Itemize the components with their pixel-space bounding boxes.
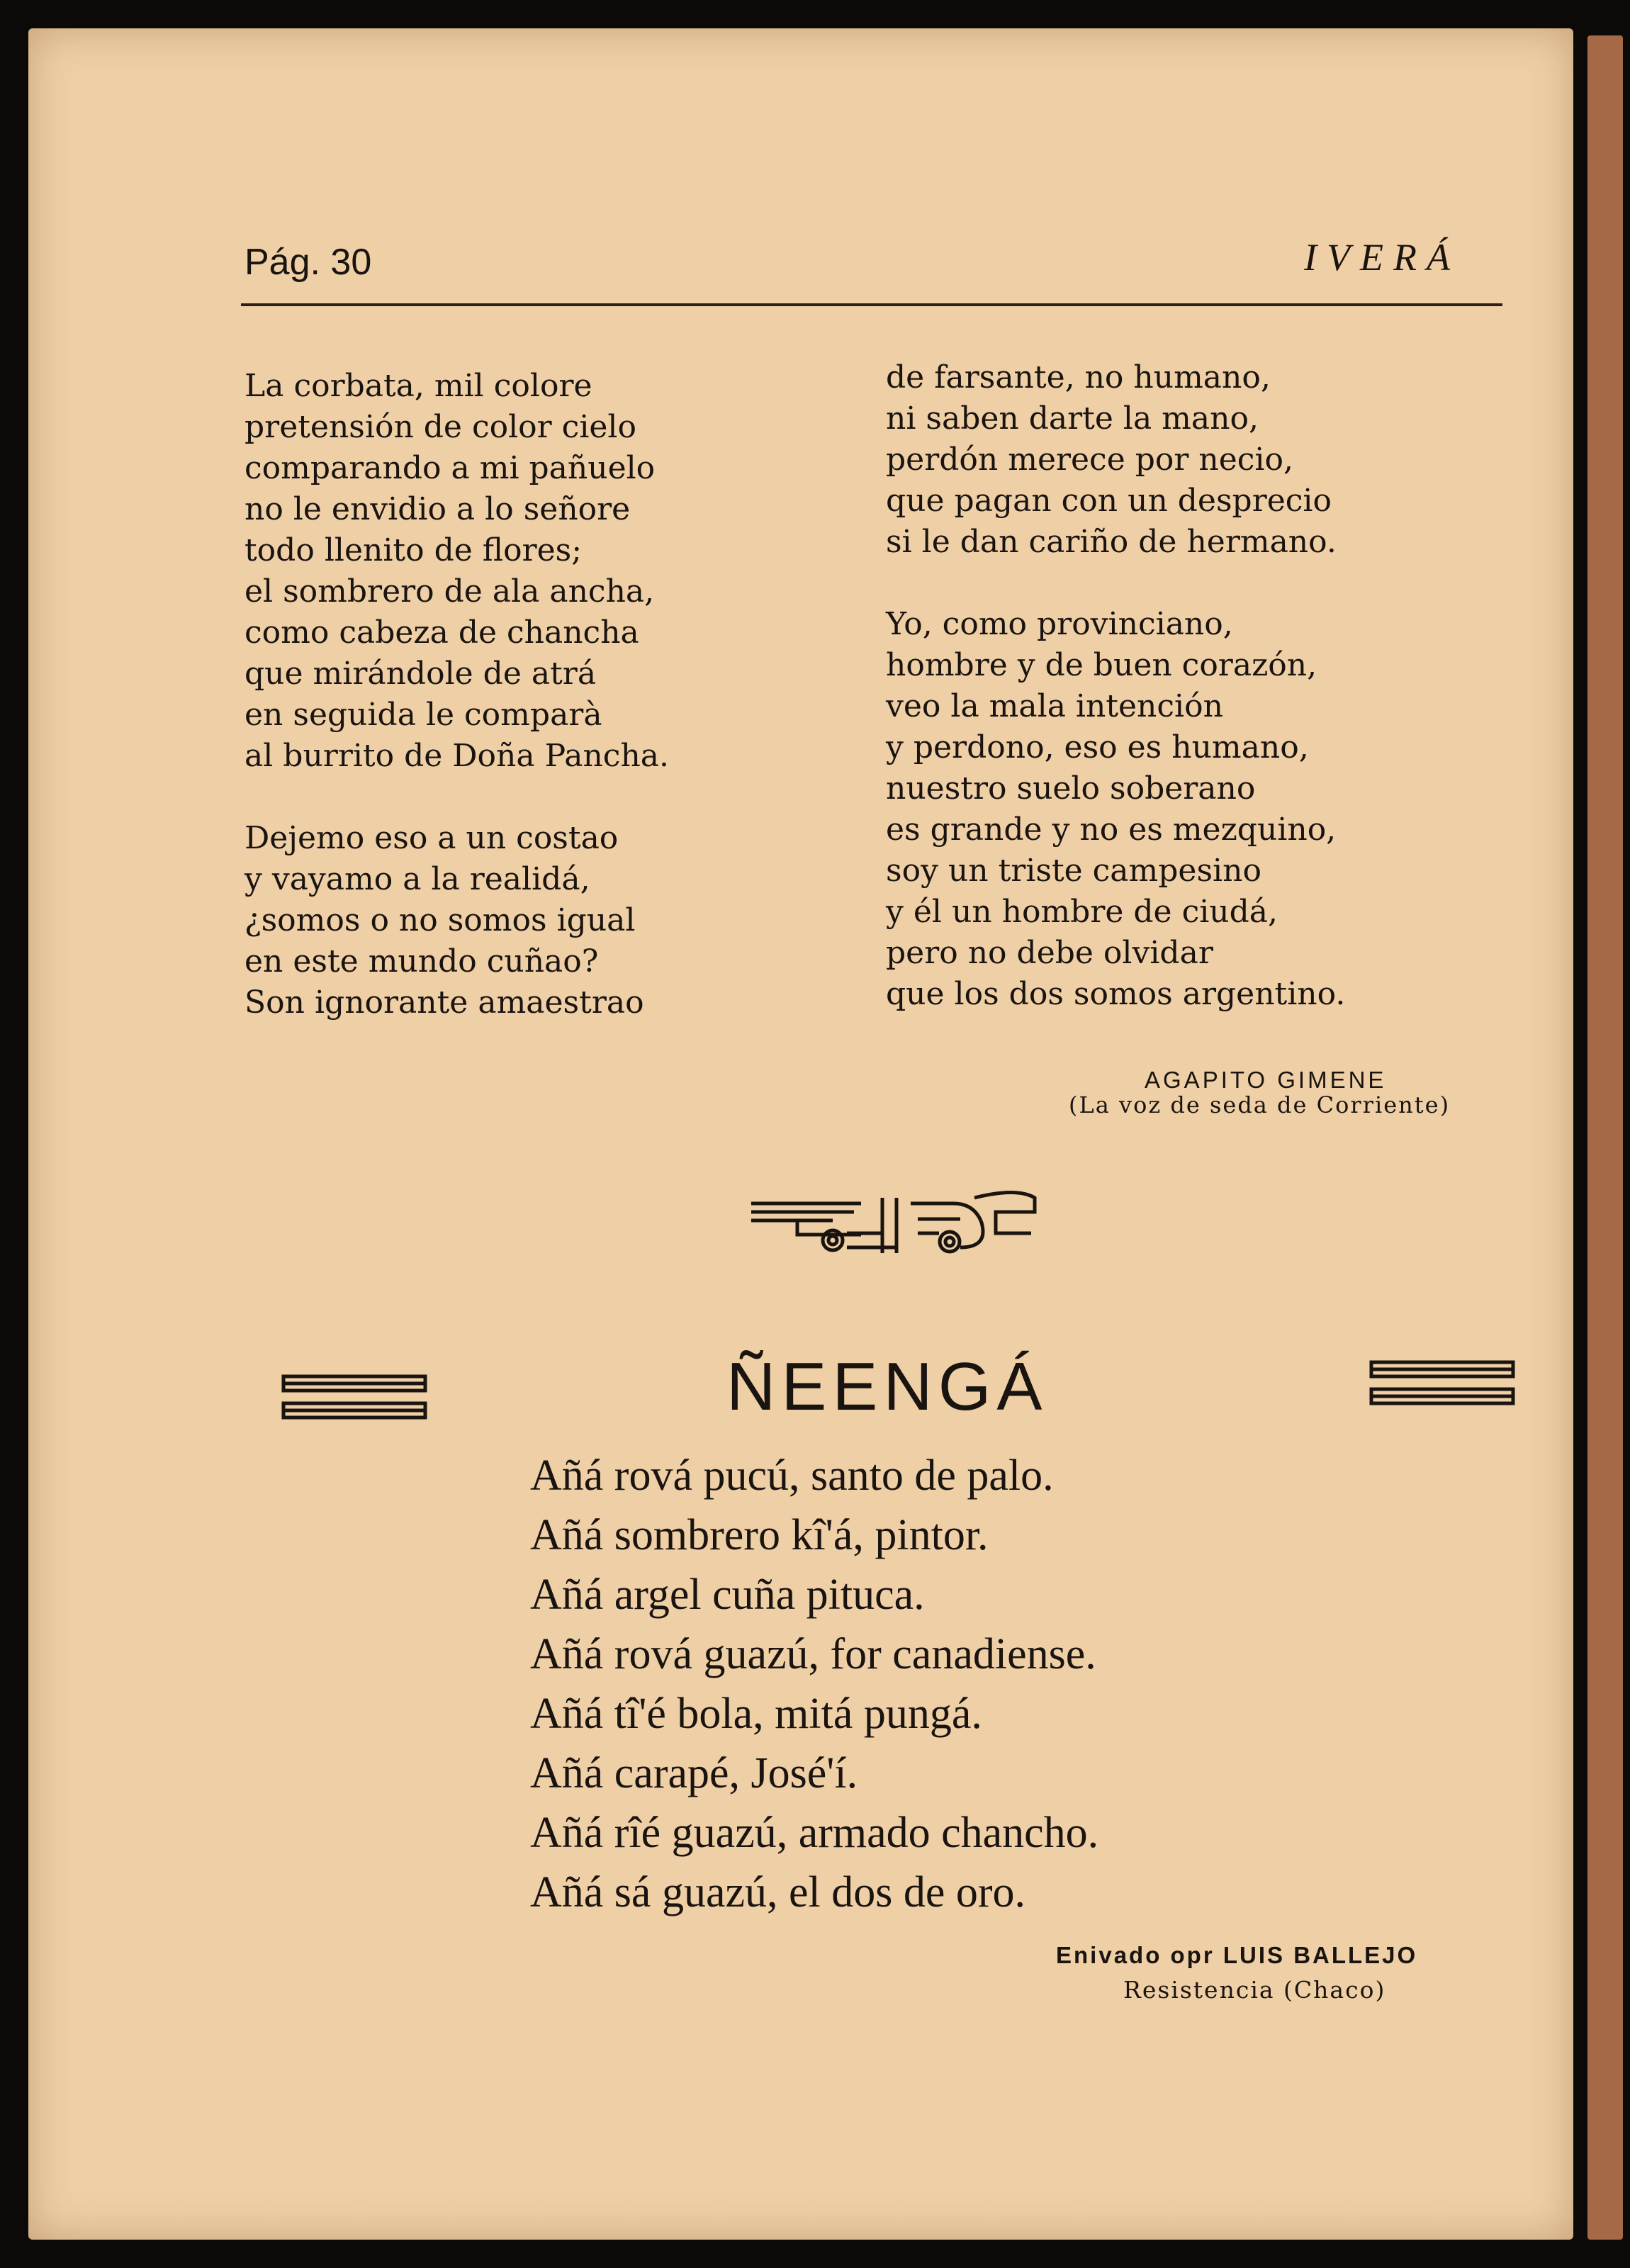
decorative-bars-right-icon xyxy=(1368,1354,1517,1418)
poem-line: comparando a mi pañuelo xyxy=(244,450,656,486)
poem-line: soy un triste campesino xyxy=(886,853,1261,889)
poem2-line: Añá argel cuña pituca. xyxy=(530,1571,925,1619)
poem-line: en este mundo cuñao? xyxy=(244,943,599,979)
poem-line: si le dan cariño de hermano. xyxy=(886,524,1337,560)
poem-line: en seguida le comparà xyxy=(244,697,602,733)
document-page xyxy=(28,28,1573,2240)
poem-line: Yo, como provinciano, xyxy=(886,606,1233,642)
poem-line: veo la mala intención xyxy=(886,688,1223,724)
poem-left-column xyxy=(244,366,669,1023)
poem-line: nuestro suelo soberano xyxy=(886,770,1256,807)
poem2-credit-place: Resistencia (Chaco) xyxy=(1123,1976,1386,2004)
book-spine xyxy=(1587,35,1623,2240)
page-number: Pág. 30 xyxy=(244,242,372,283)
poem-line: es grande y no es mezquino, xyxy=(886,812,1337,848)
stanza-gap xyxy=(886,563,1345,604)
poem-right-column xyxy=(886,357,1345,1015)
decorative-bars-left-icon xyxy=(280,1368,429,1432)
ornament-divider-icon xyxy=(748,1184,1045,1262)
poem-line: hombre y de buen corazón, xyxy=(886,647,1317,683)
poem2-body xyxy=(530,1446,1098,1922)
poem-line: al burrito de Doña Pancha. xyxy=(244,738,670,774)
credit-name: LUIS BALLEJO xyxy=(1222,1942,1418,1968)
header-rule xyxy=(241,303,1502,306)
poem-author: AGAPITO GIMENE xyxy=(1145,1067,1387,1093)
poem-line: ¿somos o no somos igual xyxy=(244,902,636,938)
poem2-line: Añá rová guazú, for canadiense. xyxy=(530,1630,1096,1678)
poem2-title: ÑEENGÁ xyxy=(726,1349,1048,1425)
poem-line: y vayamo a la realidá, xyxy=(244,861,590,897)
poem-line: no le envidio a lo señore xyxy=(244,491,631,527)
poem-line: todo llenito de flores; xyxy=(244,532,583,568)
poem-line: pero no debe olvidar xyxy=(886,935,1213,971)
poem-line: ni saben darte la mano, xyxy=(886,400,1259,437)
poem-line: Son ignorante amaestrao xyxy=(244,984,644,1021)
poem2-credit xyxy=(1056,1942,1417,1969)
poem2-line: Añá tî'é bola, mitá pungá. xyxy=(530,1690,982,1738)
poem-line: como cabeza de chancha xyxy=(244,614,639,651)
credit-prefix: Enivado opr xyxy=(1056,1942,1215,1968)
stanza-gap xyxy=(244,777,669,818)
poem2-line: Añá rîé guazú, armado chancho. xyxy=(530,1809,1099,1857)
poem2-line: Añá sá guazú, el dos de oro. xyxy=(530,1868,1026,1916)
poem2-line: Añá carapé, José'í. xyxy=(530,1749,858,1797)
poem-author-note: (La voz de seda de Corriente) xyxy=(1069,1091,1451,1118)
poem-line: pretensión de color cielo xyxy=(244,409,636,445)
poem-line: de farsante, no humano, xyxy=(886,359,1271,395)
poem-line: que pagan con un desprecio xyxy=(886,483,1332,519)
poem-line: que mirándole de atrá xyxy=(244,656,597,692)
poem2-line: Añá rová pucú, santo de palo. xyxy=(530,1452,1054,1500)
poem-line: que los dos somos argentino. xyxy=(886,976,1346,1012)
poem-line: y él un hombre de ciudá, xyxy=(886,894,1278,930)
poem-line: La corbata, mil colore xyxy=(244,368,592,404)
poem-line: el sombrero de ala ancha, xyxy=(244,573,655,610)
poem2-line: Añá sombrero kî'á, pintor. xyxy=(530,1511,989,1559)
poem-line: y perdono, eso es humano, xyxy=(886,729,1309,765)
poem-line: Dejemo eso a un costao xyxy=(244,820,619,856)
poem-line: perdón merece por necio, xyxy=(886,442,1293,478)
magazine-title: IVERÁ xyxy=(1304,236,1460,279)
